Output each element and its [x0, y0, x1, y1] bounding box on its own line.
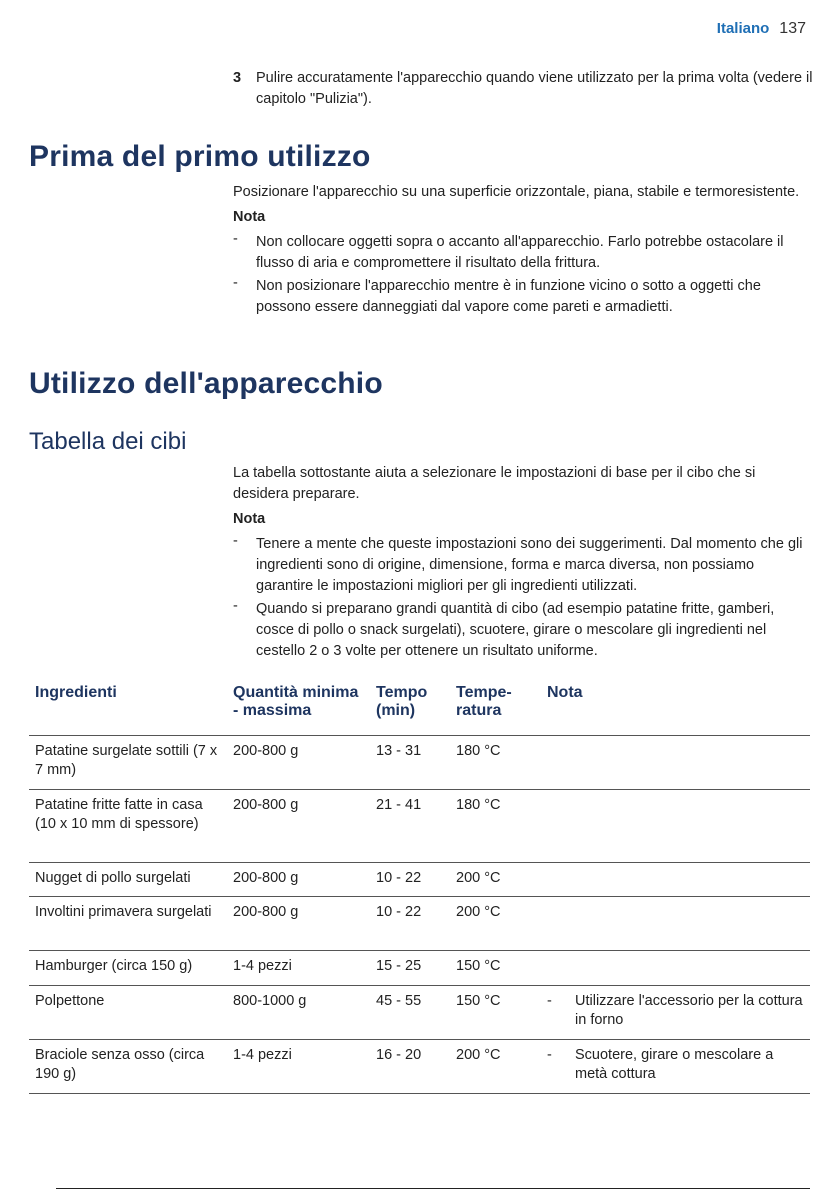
col-header-tempo: Tempo (min) [370, 684, 450, 736]
list-item: - Non collocare oggetti sopra o accanto all'apparecchio. Farlo potrebbe ostacolare il flusso di aria e compromettere il risultato della frittura. [233, 231, 784, 271]
heading-prima-del-primo-utilizzo: Prima del primo utilizzo [29, 140, 371, 173]
prima-bullet-list [233, 232, 813, 318]
cell-temperatura: 150 °C [450, 986, 541, 1040]
note-item: - Utilizzare l'accessorio per la cottura in forno [547, 993, 803, 1028]
cell-ingrediente: Patatine fritte fatte in casa (10 x 10 mm di spessore) [29, 790, 227, 863]
cell-ingrediente: Involtini primavera surgelati [29, 897, 227, 951]
prima-section [233, 182, 813, 320]
cell-ingrediente: Polpettone [29, 986, 227, 1040]
dash-bullet: - [233, 533, 238, 549]
col-header-nota: Nota [541, 684, 810, 736]
dash-bullet: - [233, 231, 238, 247]
cell-nota [541, 736, 810, 790]
cell-quantita: 800-1000 g [227, 986, 370, 1040]
cell-tempo: 13 - 31 [370, 736, 450, 790]
cell-temperatura: 200 °C [450, 1040, 541, 1094]
step-number: 3 [233, 70, 242, 86]
heading-utilizzo-apparecchio: Utilizzo dell'apparecchio [29, 367, 383, 400]
dash-bullet: - [547, 993, 552, 1009]
col-header-ingredienti: Ingredienti [29, 684, 227, 736]
cell-nota [541, 1040, 810, 1094]
prima-intro: Posizionare l'apparecchio su una superficie orizzontale, piana, stabile e termoresistente. [233, 184, 800, 200]
cell-ingrediente: Nugget di pollo surgelati [29, 863, 227, 897]
col-header-temperatura: Tempe- ratura [450, 684, 541, 736]
note-item: - Scuotere, girare o mescolare a metà cottura [547, 1047, 774, 1082]
tabella-bullet-list [233, 534, 813, 662]
heading-tabella-dei-cibi: Tabella dei cibi [29, 428, 187, 455]
cell-tempo: 45 - 55 [370, 986, 450, 1040]
tabella-intro: La tabella sottostante aiuta a selezionare le impostazioni di base per il cibo che si desidera preparare. [233, 465, 756, 502]
table-row [29, 1040, 810, 1094]
page-header [717, 20, 806, 38]
cell-tempo: 15 - 25 [370, 951, 450, 986]
page-number: 137 [779, 20, 806, 37]
cell-tempo: 21 - 41 [370, 790, 450, 863]
tabella-nota-label: Nota [233, 511, 266, 527]
table-row [29, 790, 810, 863]
cell-quantita: 200-800 g [227, 736, 370, 790]
col-header-quantita: Quantità minima - massima [227, 684, 370, 736]
prima-nota-label: Nota [233, 209, 266, 225]
cell-nota [541, 897, 810, 951]
table-header-row [29, 684, 810, 736]
footer-divider [56, 1188, 810, 1189]
cell-tempo: 10 - 22 [370, 863, 450, 897]
cell-quantita: 1-4 pezzi [227, 1040, 370, 1094]
dash-bullet: - [233, 275, 238, 291]
cell-quantita: 200-800 g [227, 790, 370, 863]
table-row [29, 986, 810, 1040]
cell-ingrediente: Hamburger (circa 150 g) [29, 951, 227, 986]
cell-temperatura: 180 °C [450, 736, 541, 790]
cell-tempo: 16 - 20 [370, 1040, 450, 1094]
tabella-section [233, 463, 813, 664]
list-item: - Non posizionare l'apparecchio mentre è in funzione vicino o sotto a oggetti che possono essere danneggiati dal vapore come pareti e armadietti. [233, 275, 761, 315]
cell-temperatura: 150 °C [450, 951, 541, 986]
cell-nota [541, 790, 810, 863]
cell-ingrediente: Patatine surgelate sottili (7 x 7 mm) [29, 736, 227, 790]
step-3 [233, 68, 813, 110]
cell-temperatura: 180 °C [450, 790, 541, 863]
cell-quantita: 200-800 g [227, 863, 370, 897]
cell-temperatura: 200 °C [450, 897, 541, 951]
cell-nota [541, 863, 810, 897]
cell-nota [541, 986, 810, 1040]
table-row [29, 951, 810, 986]
dash-bullet: - [233, 598, 238, 614]
language-label: Italiano [716, 20, 770, 37]
cell-temperatura: 200 °C [450, 863, 541, 897]
cell-nota [541, 951, 810, 986]
table-row [29, 863, 810, 897]
table-row [29, 897, 810, 951]
dash-bullet: - [547, 1047, 552, 1063]
list-item: - Tenere a mente che queste impostazioni sono dei suggerimenti. Dal momento che gli ingredienti sono di origine, dimensione, forma e marca diversa, non possiamo garantire le impostazioni migliori per gli ingredienti utilizzati. [233, 533, 803, 594]
step-text: Pulire accuratamente l'apparecchio quando viene utilizzato per la prima volta (vedere il capitolo "Pulizia"). [256, 70, 813, 107]
food-table [29, 684, 810, 1094]
cell-tempo: 10 - 22 [370, 897, 450, 951]
table-row [29, 736, 810, 790]
cell-quantita: 1-4 pezzi [227, 951, 370, 986]
cell-quantita: 200-800 g [227, 897, 370, 951]
list-item: - Quando si preparano grandi quantità di cibo (ad esempio patatine fritte, gamberi, cosce di pollo o snack surgelati), scuotere, girare o mescolare gli ingredienti nel cestello 2 o 3 volte per ottenere un risultato uniforme. [233, 598, 775, 659]
cell-ingrediente: Braciole senza osso (circa 190 g) [29, 1040, 227, 1094]
